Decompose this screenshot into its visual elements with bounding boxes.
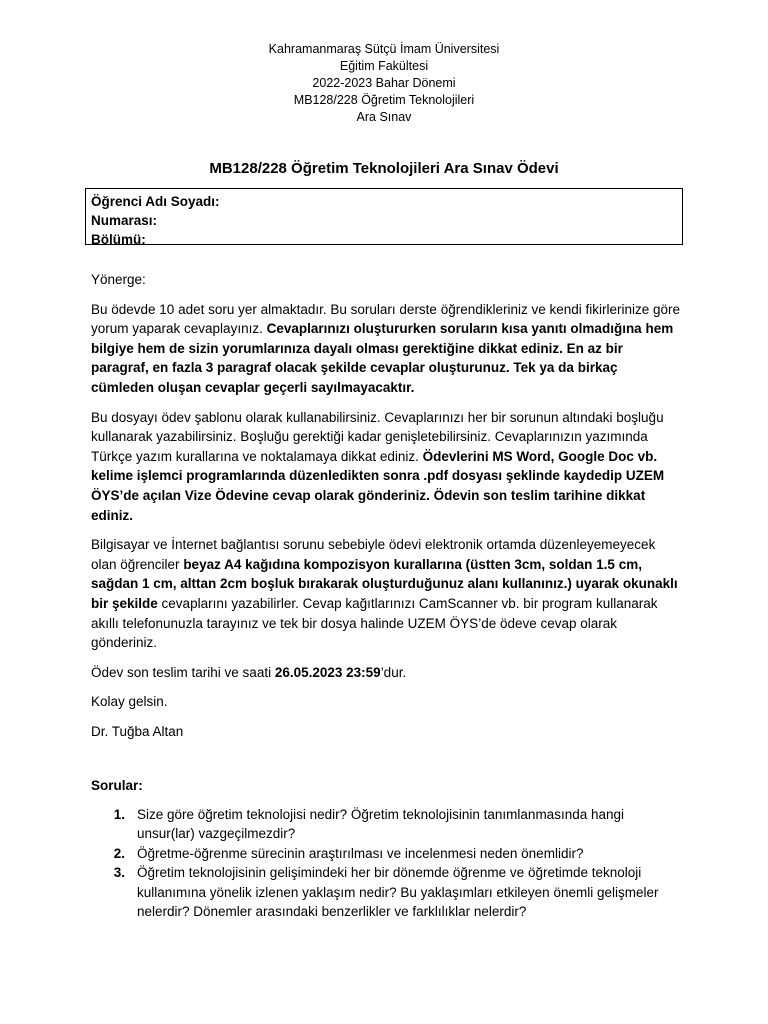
question-item	[91, 805, 681, 844]
instructions-paragraph-1: Bu ödevde 10 adet soru yer almaktadır. Bu soruları derste öğrendikleriniz ve kendi fikirlerinize göre yorum yaparak cevaplayınız. Cevaplarınızı oluştururken soruların kısa yanıtı olmadığına hem bilgiye hem de sizin yorumlarınıza dayalı olması gerektiğine dikkat ediniz. En az bir paragraf, en fazla 3 paragraf olacak şekilde cevaplar oluşturunuz. Tek ya da birkaç cümleden oluşan cevaplar geçerli sayılmayacaktır.	[91, 301, 681, 395]
instructions-paragraph-2: Bu dosyayı ödev şablonu olarak kullanabilirsiniz. Cevaplarınızı her bir sorunun altındaki boşluğu kullanarak yazabilirsiniz. Boşluğu gerektiği kadar genişletebilirsiniz. Cevaplarınızın yazımında Türkçe yazım kurallarına ve noktalamaya dikkat ediniz. Ödevlerini MS Word, Google Doc vb. kelime işlemci programlarında düzenledikten sonra .pdf dosyası şeklinde kaydedip UZEM ÖYS’de açılan Vize Ödevine cevap olarak gönderiniz. Ödevin son teslim tarihine dikkat ediniz.	[91, 409, 665, 523]
question-item	[91, 844, 681, 863]
student-department-label: Bölümü:	[91, 232, 146, 247]
questions-list	[91, 805, 681, 921]
deadline-paragraph: Ödev son teslim tarihi ve saati 26.05.2023 23:59’dur.	[91, 664, 407, 680]
closing-note: Kolay gelsin.	[91, 694, 168, 710]
question-item	[91, 863, 681, 921]
faculty-name: Eğitim Fakültesi	[339, 59, 429, 73]
instructions-section	[91, 270, 681, 741]
page-title: MB128/228 Öğretim Teknolojileri Ara Sınav Ödevi	[209, 160, 559, 177]
semester: 2022-2023 Bahar Dönemi	[312, 76, 456, 90]
question-number: 1.	[113, 807, 125, 822]
course-name: MB128/228 Öğretim Teknolojileri	[293, 93, 475, 107]
instructions-paragraph-3: Bilgisayar ve İnternet bağlantısı sorunu sebebiyle ödevi elektronik ortamda düzenleyemeyecek olan öğrenciler beyaz A4 kağıdına kompozisyon kurallarına (üstten 3cm, soldan 1.5 cm, sağdan 1 cm, alttan 2cm boşluk bırakarak oluşturduğunuz alanı kullanınız.) uyarak okunaklı bir şekilde cevaplarını yazabilirler. Cevap kağıtlarınızı CamScanner vb. bir program kullanarak akıllı telefonunuzla tarayınız ve tek bir dosya halinde UZEM ÖYS’de ödeve cevap olarak gönderiniz.	[91, 537, 678, 651]
question-text: Öğretim teknolojisinin gelişimindeki her bir dönemde öğrenme ve öğretimde teknoloji kullanımına yönelik izlenen yaklaşım nedir? Bu yaklaşımları etkileyen önemli gelişmeler nelerdir? Dönemler arasındaki benzerlikler ve farklılıklar nelerdir?	[137, 865, 659, 920]
student-info-box	[85, 188, 683, 245]
question-number: 2.	[113, 845, 125, 861]
student-name-label: Öğrenci Adı Soyadı:	[91, 194, 220, 209]
question-text: Size göre öğretim teknolojisi nedir? Öğretim teknolojisinin tanımlanmasında hangi unsur(lar) vazgeçilmezdir?	[137, 807, 625, 842]
question-number: 3.	[113, 865, 125, 881]
questions-heading: Sorular:	[91, 778, 143, 793]
student-number-label: Numarası:	[91, 213, 158, 228]
question-text: Öğretme-öğrenme sürecinin araştırılması ve incelenmesi neden önemlidir?	[137, 845, 584, 861]
instructions-heading: Yönerge:	[91, 272, 146, 287]
exam-type: Ara Sınav	[356, 110, 412, 124]
university-name: Kahramanmaraş Sütçü İmam Üniversitesi	[268, 42, 500, 56]
document-header	[0, 41, 768, 126]
author-signature: Dr. Tuğba Altan	[91, 723, 184, 739]
deadline-value: 26.05.2023 23:59	[274, 664, 381, 680]
